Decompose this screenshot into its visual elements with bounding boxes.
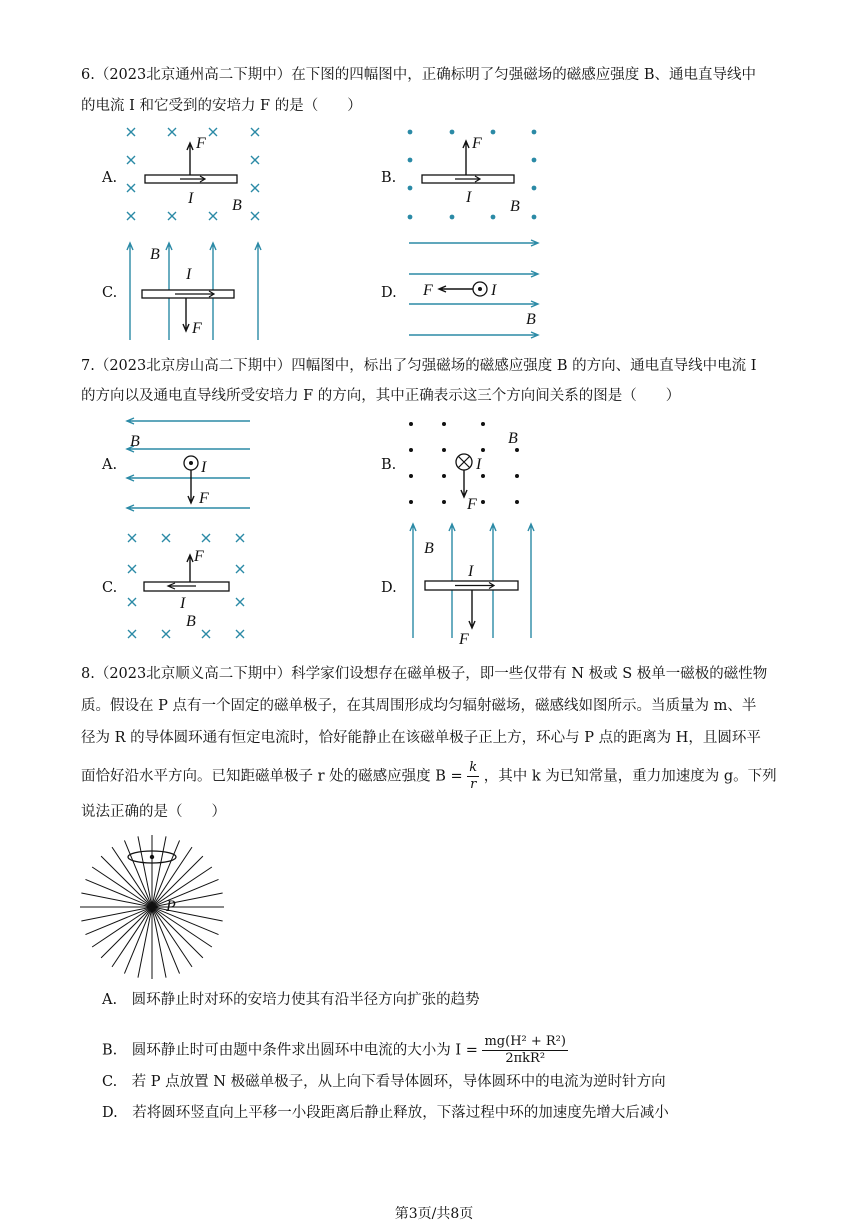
label-i: I <box>186 266 192 283</box>
force-arrow <box>187 143 193 175</box>
q6-option-b: B. <box>381 170 397 186</box>
ring-center <box>150 855 154 859</box>
q7-figure-d <box>405 520 540 650</box>
label-i: I <box>188 190 194 207</box>
label-b: B <box>130 433 140 450</box>
label-f: F <box>423 282 433 299</box>
label-f: F <box>459 631 469 648</box>
q6-option-a: A. <box>102 170 118 186</box>
force-arrow <box>439 286 473 292</box>
force-arrow <box>187 555 193 582</box>
q8-line4-after-formula: ，其中 k 为已知常量，重力加速度为 g。下列 <box>483 768 777 785</box>
q8-line1: 8.（2023北京顺义高二下期中）科学家们设想存在磁单极子，即一些仅带有 N 极或 S 极单一磁极的磁性物 <box>81 666 768 682</box>
label-f: F <box>196 135 206 152</box>
label-f: F <box>199 490 209 507</box>
q8-radial-field-figure <box>80 835 230 985</box>
q8-option-b-text: B. 圆环静止时可由题中条件求出圆环中电流的大小为 I = <box>102 1042 478 1059</box>
q7-figure-c <box>124 530 254 645</box>
q8-option-b <box>102 1034 568 1067</box>
force-arrow <box>183 298 189 331</box>
q6-line2: 的电流 I 和它受到的安培力 F 的是（ ） <box>81 98 362 114</box>
q6-option-d: D. <box>381 285 397 301</box>
label-b: B <box>150 246 160 263</box>
label-f: F <box>192 320 202 337</box>
q7-figure-a <box>124 415 254 515</box>
q6-figure-d <box>405 238 550 343</box>
q7-line2: 的方向以及通电直导线所受安培力 F 的方向，其中正确表示这三个方向间关系的图是（ ） <box>81 388 681 404</box>
q6-figure-b <box>400 125 550 235</box>
label-b: B <box>508 430 518 447</box>
q6-line1: 6.（2023北京通州高二下期中）在下图的四幅图中，正确标明了匀强磁场的磁感应强度 B、通电直导线中 <box>81 67 756 83</box>
q8-line4 <box>81 760 777 793</box>
label-i: I <box>468 563 474 580</box>
label-f: F <box>472 135 482 152</box>
q8-line4-before-formula: 面恰好沿水平方向。已知距磁单极子 r 处的磁感应强度 B = <box>81 768 463 785</box>
q8-line2: 质。假设在 P 点有一个固定的磁单极子，在其周围形成均匀辐射磁场，磁感线如图所示。当质量为 m、半 <box>81 698 757 714</box>
label-i: I <box>201 459 207 476</box>
force-arrow <box>188 470 194 503</box>
b-formula-fraction: $\frac{k}{r}$ <box>469 760 478 792</box>
q6-figure-a <box>120 125 270 235</box>
q8-option-a: A. 圆环静止时对环的安培力使其有沿半径方向扩张的趋势 <box>102 992 480 1008</box>
q7-figure-b <box>402 415 532 515</box>
q8-option-c: C. 若 P 点放置 N 极磁单极子，从上向下看导体圆环，导体圆环中的电流为逆时针方向 <box>102 1074 666 1090</box>
current-formula-fraction: $\frac{\text{mg(H² + R²)}}{\text{2πkR²}}$ <box>484 1034 566 1066</box>
force-arrow <box>461 470 467 497</box>
q7-option-d: D. <box>381 580 397 596</box>
label-i: I <box>466 189 472 206</box>
force-arrow <box>469 590 475 628</box>
q6-figure-c <box>120 238 270 343</box>
label-f: F <box>194 548 204 565</box>
q8-line5: 说法正确的是（ ） <box>81 804 226 820</box>
q6-option-c: C. <box>102 285 118 301</box>
q8-line3: 径为 R 的导体圆环通有恒定电流时，恰好能静止在该磁单极子正上方，环心与 P 点的距离为 H，且圆环平 <box>81 730 761 746</box>
q7-option-c: C. <box>102 580 118 596</box>
label-p: P <box>166 898 176 915</box>
label-i: I <box>491 282 497 299</box>
label-f: F <box>467 496 477 513</box>
q7-option-b: B. <box>381 457 397 473</box>
label-b: B <box>510 198 520 215</box>
label-b: B <box>424 540 434 557</box>
label-i: I <box>476 456 482 473</box>
force-arrow <box>463 141 469 175</box>
q7-option-a: A. <box>102 457 118 473</box>
q7-line1: 7.（2023北京房山高二下期中）四幅图中，标出了匀强磁场的磁感应强度 B 的方向、通电直导线中电流 I <box>81 358 757 374</box>
label-b: B <box>232 197 242 214</box>
label-i: I <box>180 595 186 612</box>
page-footer: 第3页/共8页 <box>394 1206 474 1222</box>
label-b: B <box>186 613 196 630</box>
label-b: B <box>526 311 536 328</box>
q8-option-d: D. 若将圆环竖直向上平移一小段距离后静止释放，下落过程中环的加速度先增大后减小 <box>102 1105 669 1121</box>
